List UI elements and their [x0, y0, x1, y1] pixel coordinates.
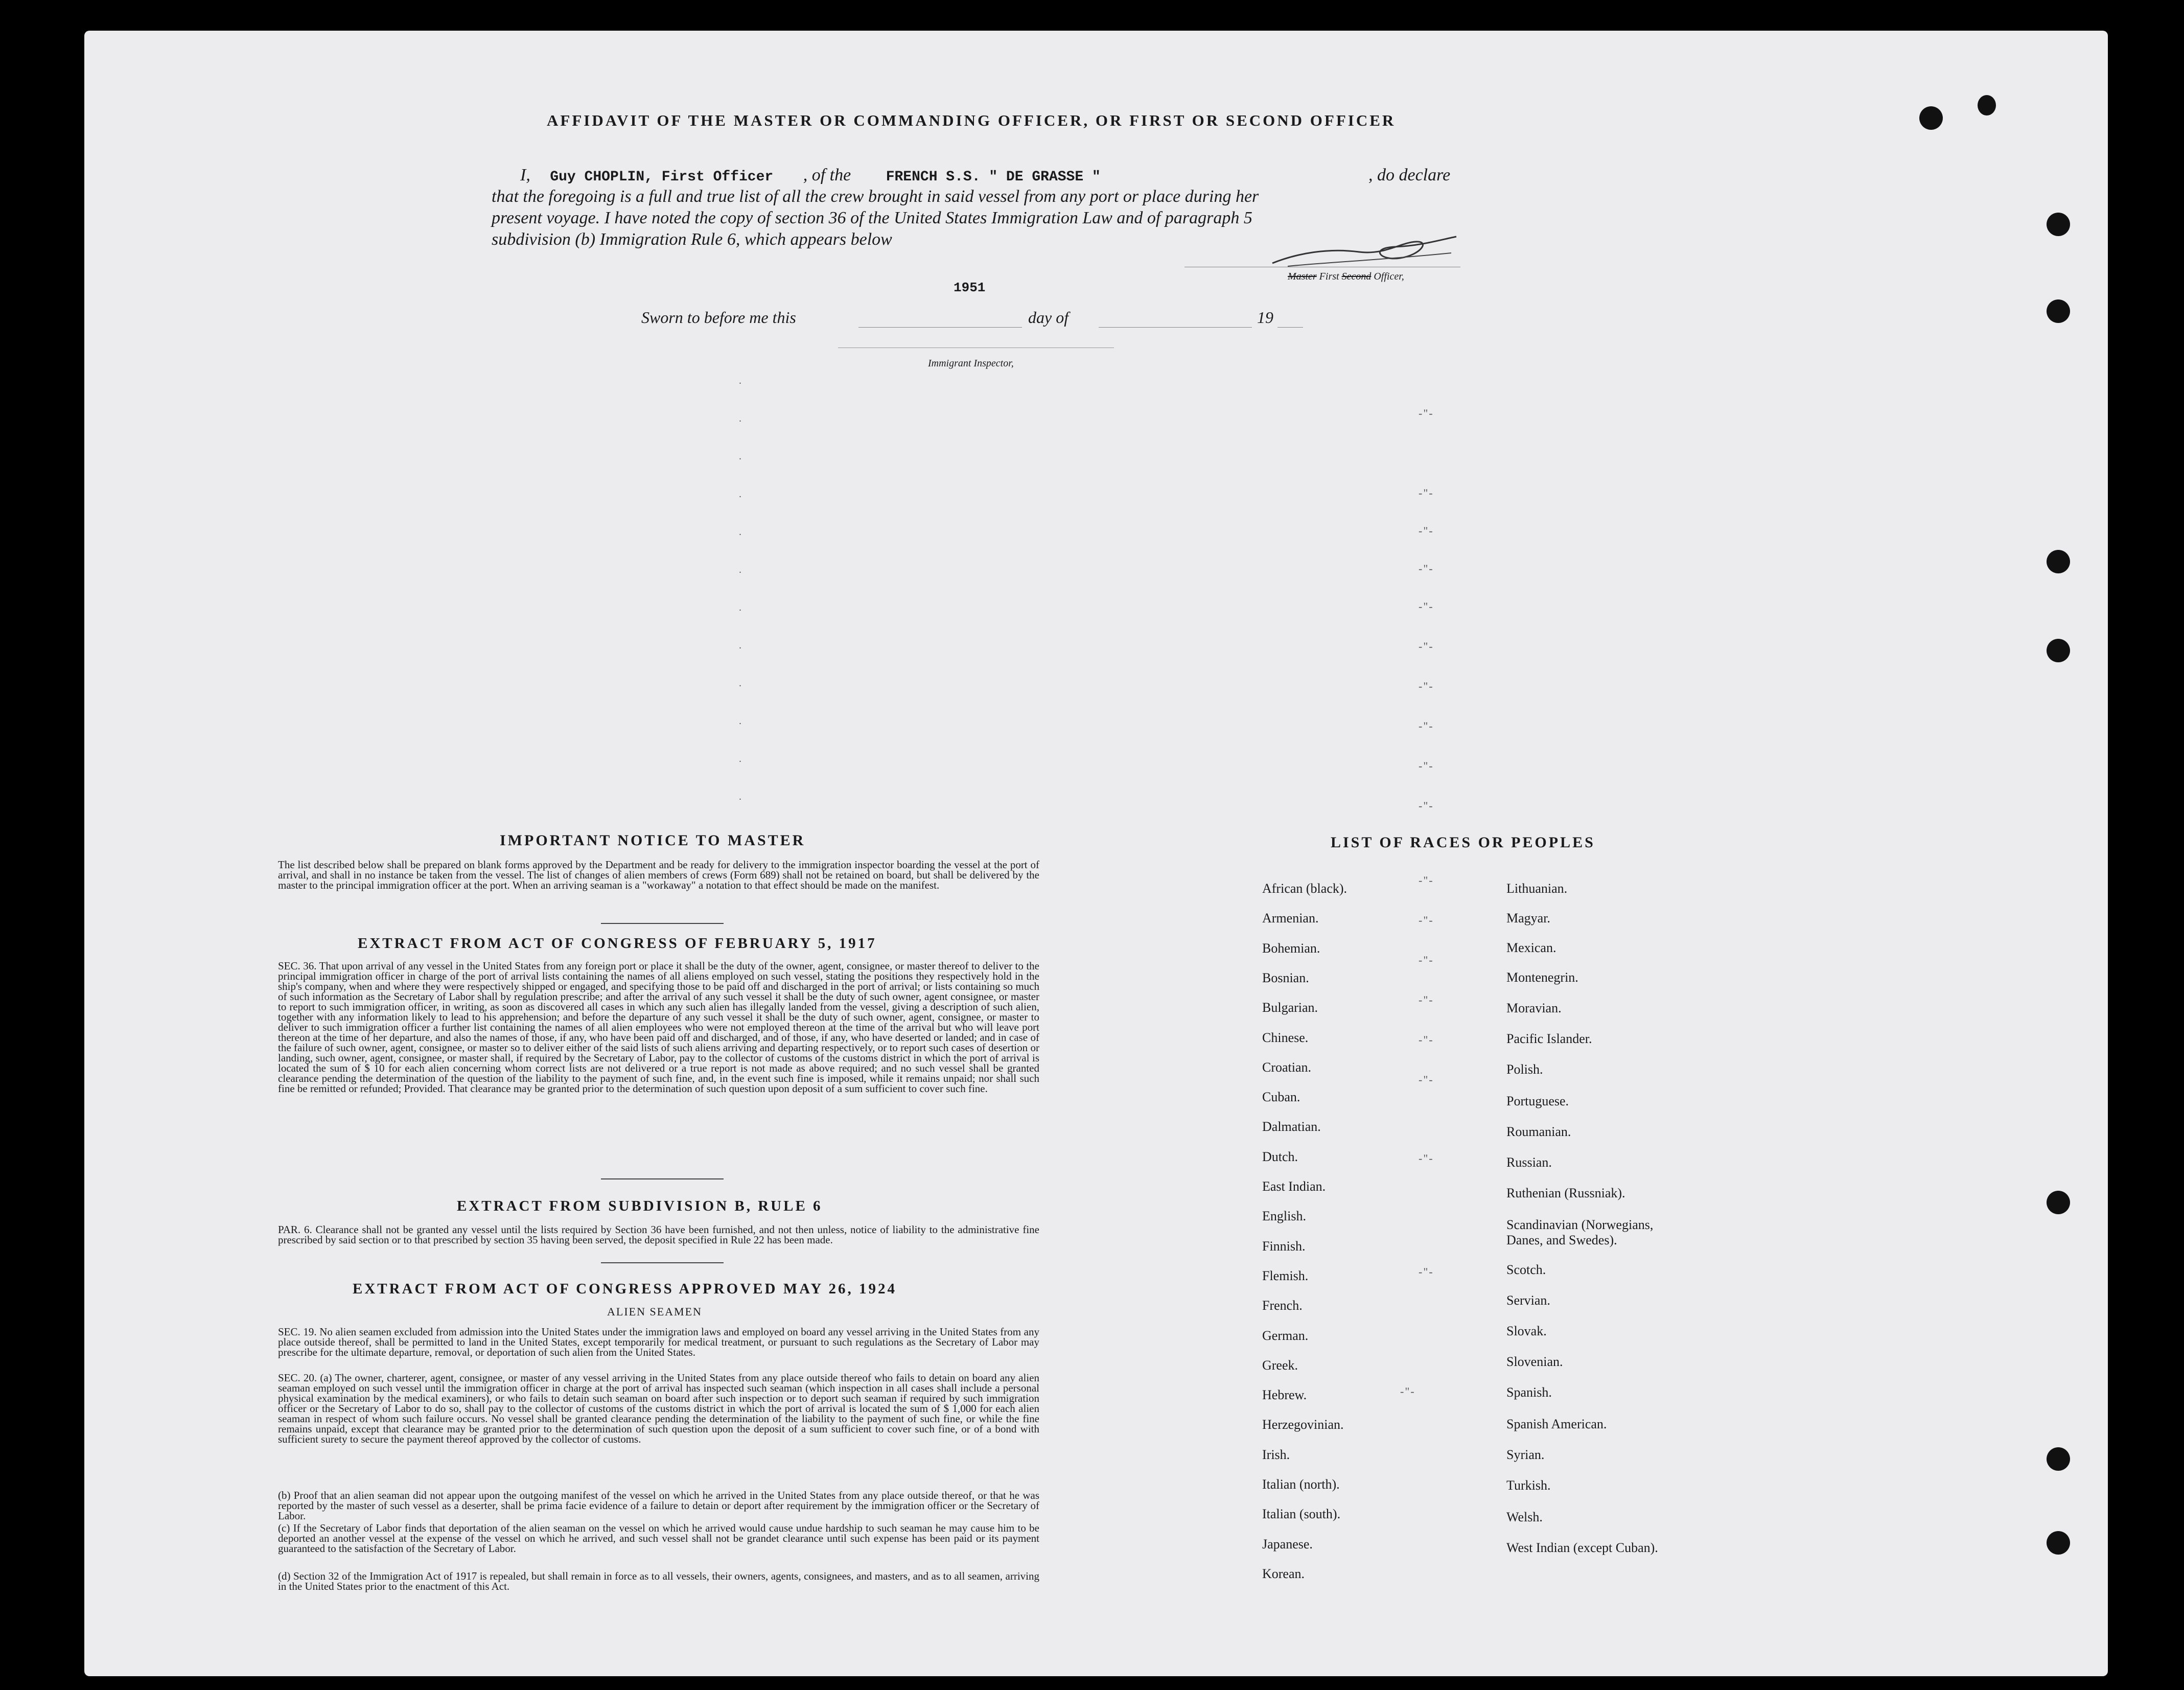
signature-caption [1288, 271, 1404, 283]
race-item: German. [1262, 1328, 1309, 1343]
races-title: LIST OF RACES OR PEOPLES [1331, 834, 1595, 851]
race-item: Flemish. [1262, 1268, 1309, 1283]
sworn-month-line [1099, 327, 1252, 328]
ditto-mark: -"- [1419, 1152, 1434, 1165]
dot-mark: . [739, 791, 741, 802]
punch-hole [1919, 106, 1943, 130]
race-item: Polish. [1506, 1062, 1543, 1077]
race-item: Greek. [1262, 1358, 1298, 1373]
race-item: Moravian. [1506, 1001, 1562, 1015]
year-prefix: 19 [1257, 308, 1273, 327]
caption-master-struck: Master [1288, 271, 1317, 282]
extract2-body: PAR. 6. Clearance shall not be granted any vessel until the lists required by Section 36 have been furnished, and not then unless, notice of liability to the administrative fine prescribed by said section or to that prescribed by section 35 having been served, the deposit specified in Rule 22 has been made. [278, 1223, 1039, 1246]
race-item: West Indian (except Cuban). [1506, 1540, 1658, 1555]
affidavit-title: AFFIDAVIT OF THE MASTER OR COMMANDING OFFICER, OR FIRST OR SECOND OFFICER [547, 111, 1396, 129]
race-item: Servian. [1506, 1293, 1550, 1308]
stamp-date: 1951 [954, 280, 986, 295]
punch-hole [2047, 1447, 2070, 1471]
dot-mark: . [739, 602, 741, 613]
race-item: Scotch. [1506, 1262, 1546, 1277]
dot-mark: . [739, 753, 741, 765]
vessel-name-typed: FRENCH S.S. " DE GRASSE " [886, 169, 1101, 185]
ditto-mark: -"- [1400, 1385, 1415, 1398]
declaration-first-line [520, 165, 1466, 188]
race-item: Lithuanian. [1506, 881, 1568, 896]
ditto-mark: -"- [1419, 799, 1434, 812]
do-declare-text: , do declare [1368, 166, 1451, 184]
dot-mark: . [739, 678, 741, 689]
race-item: Bohemian. [1262, 941, 1320, 956]
dot-mark: . [739, 451, 741, 462]
day-of-text: day of [1028, 308, 1069, 327]
race-item: Scandinavian (Norwegians, Danes, and Swedes). [1506, 1217, 1654, 1247]
race-item: Montenegrin. [1506, 970, 1578, 985]
extract1-title: EXTRACT FROM ACT OF CONGRESS OF FEBRUARY 5, 1917 [358, 935, 877, 952]
caption-second-struck: Second [1341, 271, 1372, 282]
punch-hole [2047, 639, 2070, 662]
ditto-mark: -"- [1419, 562, 1434, 575]
sworn-text: Sworn to before me this [641, 308, 796, 327]
race-item: Spanish. [1506, 1385, 1552, 1400]
extract2-title: EXTRACT FROM SUBDIVISION B, RULE 6 [457, 1198, 823, 1214]
dot-mark: . [739, 489, 741, 500]
race-item: Portuguese. [1506, 1094, 1569, 1108]
race-item: Bosnian. [1262, 970, 1309, 985]
sworn-day-line [858, 327, 1022, 328]
race-item: Dalmatian. [1262, 1119, 1321, 1134]
ditto-mark: -"- [1419, 993, 1434, 1006]
ditto-mark: -"- [1419, 487, 1434, 499]
ditto-mark: -"- [1419, 600, 1434, 613]
race-item: East Indian. [1262, 1179, 1326, 1194]
race-item: Syrian. [1506, 1447, 1545, 1462]
race-item: Turkish. [1506, 1478, 1551, 1493]
divider [601, 1178, 724, 1179]
extract3-subtitle: ALIEN SEAMEN [607, 1305, 702, 1318]
punch-hole [2047, 213, 2070, 236]
extract3-b: (b) Proof that an alien seaman did not appear upon the outgoing manifest of the vessel on which he arrived in the United States from any place outside thereof, or that he was reported by the master of such vessel as a deserter, shall be prima facie evidence of a failure to detain or deport after requirement by the immigration officer or the Secretary of Labor. [278, 1489, 1039, 1522]
extract3-sec20: SEC. 20. (a) The owner, charterer, agent, consignee, or master of any vessel arriving in the United States from any place outside thereof who fails to detain on board any alien seaman employed on such vessel until the immigration officer in charge at the port of arrival has inspected such seaman (which inspection in all cases shall include a personal physical examination by the medical examiners), or who fails to detain such seaman on board after such inspection or to deport such seaman if required by such immigration officer or the Secretary of Labor to do so, shall pay to the collector of customs of the customs district in which the port of arrival is located the sum of $ 1,000 for each alien seaman in respect of whom such failure occurs. No vessel shall be granted clearance pending the determination of the liability to the payment of such fine, or while the fine remains unpaid, except that clearance may be granted prior to the determination of such question upon the deposit of a sum sufficient to cover such fine, or of a bond with sufficient surety to secure the payment thereof approved by the collector of customs. [278, 1372, 1039, 1445]
ditto-mark: -"- [1419, 640, 1434, 653]
inspector-label: Immigrant Inspector, [928, 358, 1014, 369]
extract1-body: SEC. 36. That upon arrival of any vessel in the United States from any foreign port or place it shall be the duty of the owner, agent, consignee, or master thereof to deliver to the principal immigration officer in charge of the port of arrival lists containing the names of all aliens employed on such vessel, stating the positions they respectively hold in the ship's company, when and where they were respectively shipped or engaged, and specifying those to be paid off and discharged in the port of arrival; or lists containing so much of such information as the Secretary of Labor shall by regulation prescribe; and after the arrival of any such vessel it shall be the duty of such owner, agent consignee, or master to report to such immigration officer, in writing, as soon as discovered all cases in which any such alien has illegally landed from the vessel, giving a description of such alien, together with any information likely to lead to his apprehension; and before the departure of any such vessel it shall be the duty of such owner, agent, consignee, or master to deliver to such immigration officer a further list containing the names of all alien employees who were not employed thereon at the time of the arrival but who will leave port thereon at the time of her departure, and also the names of those, if any, who have been paid off and discharged, and of those, if any, who have deserted or landed; and in case of the failure of such owner, agent, consignee, or master so to deliver either of the said lists of such aliens arriving and departing respectively, or to report such cases of desertion or landing, such owner, agent, consignee, or master shall, if required by the Secretary of Labor, pay to the collector of customs of the customs district in which the port of arrival is located the sum of $ 10 for each alien concerning whom correct lists are not delivered or a true report is not made as above required; and no such vessel shall be granted clearance pending the determination of the question of the liability to the payment of such fine, and, in the event such fine is imposed, while it remains unpaid; nor shall such fine be remitted or refunded; Provided. That clearance may be granted prior to the determination of such question upon deposit of a sum sufficient to cover such fine. [278, 960, 1039, 1095]
race-item: Finnish. [1262, 1239, 1306, 1254]
sworn-year-line [1277, 327, 1303, 328]
dot-mark: . [739, 715, 741, 727]
punch-hole [2047, 550, 2070, 573]
ditto-mark: -"- [1419, 1073, 1434, 1086]
caption-first: First [1319, 271, 1339, 282]
officer-signature [1267, 233, 1461, 273]
race-item: Dutch. [1262, 1149, 1298, 1164]
extract3-d: (d) Section 32 of the Immigration Act of 1917 is repealed, but shall remain in force as to all vessels, their owners, agents, consignees, and masters, and as to all seamen, arriving in the United States prior to the enactment of this Act. [278, 1570, 1039, 1592]
ditto-mark: -"- [1419, 1265, 1434, 1278]
punch-hole [2047, 1191, 2070, 1214]
dot-mark: . [739, 375, 741, 386]
declaration-line: present voyage. I have noted the copy of section 36 of the United States Immigration Law and of paragraph 5 [492, 209, 1252, 227]
race-item: Bulgarian. [1262, 1000, 1318, 1015]
race-item: Japanese. [1262, 1537, 1313, 1552]
ditto-mark: -"- [1419, 914, 1434, 927]
race-item: Croatian. [1262, 1060, 1312, 1075]
ditto-mark: -"- [1419, 680, 1434, 692]
divider [601, 1262, 724, 1263]
race-item: Roumanian. [1506, 1124, 1571, 1139]
race-item: Italian (north). [1262, 1477, 1340, 1492]
race-item: Slovak. [1506, 1324, 1547, 1338]
race-item: Italian (south). [1262, 1507, 1341, 1521]
race-item: Spanish American. [1506, 1417, 1607, 1431]
dot-mark: . [739, 640, 741, 651]
race-item: Chinese. [1262, 1030, 1309, 1045]
extract3-c: (c) If the Secretary of Labor finds that deportation of the alien seaman on the vessel on which he arrived would cause undue hardship to such seaman he may cause him to be deported an another vessel at the expense of the vessel on which he arrived, and such vessel shall not be grandet clearance until such expense has been paid or its payment guaranteed to the satisfaction of the Secretary of Labor. [278, 1522, 1039, 1555]
race-item: African (black). [1262, 881, 1347, 896]
ditto-mark: -"- [1419, 874, 1434, 887]
race-item: Russian. [1506, 1155, 1552, 1170]
race-item: Welsh. [1506, 1510, 1543, 1524]
ditto-mark: -"- [1419, 524, 1434, 537]
i-label: I, [520, 166, 530, 184]
of-the-text: , of the [803, 166, 851, 184]
race-item: Cuban. [1262, 1090, 1300, 1104]
notice-title: IMPORTANT NOTICE TO MASTER [500, 832, 806, 849]
race-item: Ruthenian (Russniak). [1506, 1186, 1625, 1200]
race-item: Armenian. [1262, 911, 1319, 925]
race-item: Slovenian. [1506, 1354, 1563, 1369]
ditto-mark: -"- [1419, 407, 1434, 420]
dot-mark: . [739, 413, 741, 424]
race-item: Korean. [1262, 1566, 1305, 1581]
punch-hole [2047, 299, 2070, 323]
officer-name-typed: Guy CHOPLIN, First Officer [550, 169, 774, 185]
extract3-sec19: SEC. 19. No alien seamen excluded from admission into the United States under the immigration laws and employed on board any vessel arriving in the United States from any place outside thereof, shall be permitted to land in the United States, except temporarily for medical treatment, or pursuant to such regulations as the Secretary of Labor may prescribe for the ultimate departure, removal, or deportation of such alien from the United States. [278, 1326, 1039, 1358]
divider [601, 923, 724, 924]
ditto-mark: -"- [1419, 1033, 1434, 1046]
extract3-title: EXTRACT FROM ACT OF CONGRESS APPROVED MAY 26, 1924 [353, 1281, 897, 1297]
notice-body: The list described below shall be prepared on blank forms approved by the Department and be ready for delivery to the immigration inspector boarding the vessel at the port of arrival, and shall in no instance be taken from the vessel. The list of changes of alien members of crews (Form 689) shall not be retained on board, but shall be delivered by the master to the principal immigration officer at the port. When an arriving seaman is a "workaway" a notation to that effect should be made on the manifest. [278, 859, 1039, 891]
race-item: Hebrew. [1262, 1387, 1307, 1402]
caption-officer: Officer, [1374, 271, 1404, 282]
ditto-mark: -"- [1419, 954, 1434, 966]
ditto-mark: -"- [1419, 720, 1434, 732]
punch-hole [2047, 1531, 2070, 1555]
dot-mark: . [739, 526, 741, 538]
declaration-line: subdivision (b) Immigration Rule 6, which appears below [492, 230, 892, 249]
punch-hole [1978, 95, 1996, 115]
race-item: French. [1262, 1298, 1303, 1313]
race-item: English. [1262, 1209, 1306, 1223]
declaration-line: that the foregoing is a full and true list of all the crew brought in said vessel from any port or place during her [492, 187, 1259, 206]
race-item: Irish. [1262, 1447, 1290, 1462]
dot-mark: . [739, 564, 741, 575]
race-item: Mexican. [1506, 940, 1556, 955]
race-item: Herzegovinian. [1262, 1417, 1344, 1432]
race-item: Magyar. [1506, 911, 1550, 925]
race-item: Pacific Islander. [1506, 1031, 1592, 1046]
ditto-mark: -"- [1419, 759, 1434, 772]
